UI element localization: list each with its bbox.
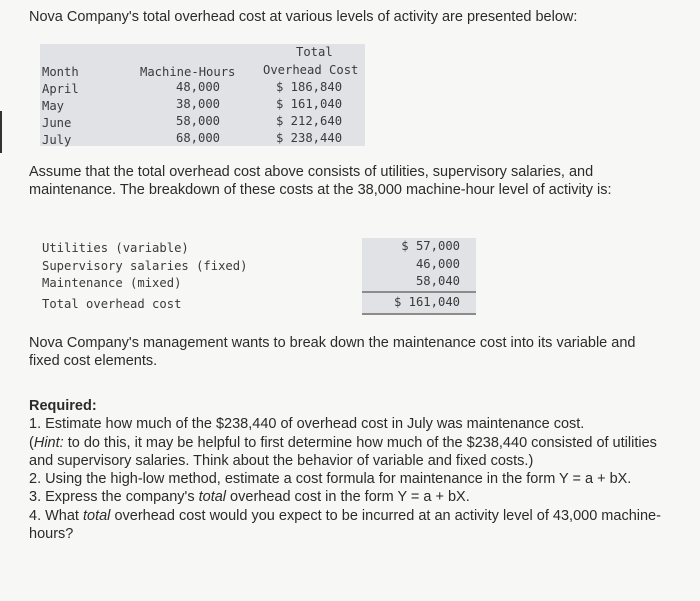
header-month: Month <box>42 65 79 79</box>
table-row-cost: $ 161,040 <box>276 97 343 111</box>
breakdown-label: Supervisory salaries (fixed) <box>42 258 248 273</box>
table-row-cost: $ 212,640 <box>276 114 343 128</box>
question-4: 4. What total overhead cost would you expect to be incurred at an activity level of 43,000 machine-hours? <box>29 507 661 543</box>
breakdown-labels <box>42 240 247 313</box>
table-row-hours: 58,000 <box>176 114 221 128</box>
breakdown-value: 46,000 <box>415 257 460 271</box>
table-row-month: July <box>42 133 72 147</box>
question-2: 2. Using the high-low method, estimate a cost formula for maintenance in the form Y = a + bX. <box>29 471 632 488</box>
breakdown-value: $ 57,000 <box>401 239 460 253</box>
table-row-hours: 38,000 <box>176 97 221 111</box>
breakdown-label: Maintenance (mixed) <box>42 276 182 290</box>
breakdown-values <box>362 238 476 314</box>
left-edge-mark <box>0 111 2 153</box>
header-total: Total <box>296 45 333 59</box>
overhead-table <box>40 44 365 146</box>
breakdown-total-label: Total overhead cost <box>42 296 182 311</box>
table-row-cost: $ 238,440 <box>276 131 343 145</box>
table-row-month: April <box>42 82 79 96</box>
table-row-hours: 68,000 <box>176 131 221 145</box>
table-row-month: May <box>42 99 65 113</box>
intro-text: Nova Company's total overhead cost at various levels of activity are presented below: <box>29 9 578 25</box>
breakdown-total-value: $ 161,040 <box>393 295 460 309</box>
header-machine-hours: Machine-Hours <box>140 65 236 79</box>
table-row-cost: $ 186,840 <box>276 80 343 94</box>
header-overhead-cost: Overhead Cost <box>263 63 359 77</box>
subtotal-rule <box>362 291 476 293</box>
breakdown-value: 58,040 <box>415 274 460 288</box>
breakdown-label: Utilities (variable) <box>42 241 189 255</box>
required-heading: Required: <box>29 398 97 414</box>
total-rule <box>362 313 476 315</box>
question-1: 1. Estimate how much of the $238,440 of overhead cost in July was maintenance cost. (Hint: to do this, it may be helpful to first determine how much of the $238,440 consisted of utilities and supervisory salaries. Think about the behavior of variable and fixed costs.) <box>29 416 657 469</box>
table-row-month: June <box>42 116 72 130</box>
table-row-hours: 48,000 <box>176 80 221 94</box>
management-paragraph: Nova Company's management wants to break down the maintenance cost into its variable and fixed cost elements. <box>29 335 636 369</box>
assumption-paragraph: Assume that the total overhead cost above consists of utilities, supervisory salaries, and maintenance. The breakdown of these costs at the 38,000 machine-hour level of activity is: <box>29 164 612 198</box>
question-3: 3. Express the company's total overhead cost in the form Y = a + bX. <box>29 489 470 506</box>
required-section <box>29 397 679 543</box>
